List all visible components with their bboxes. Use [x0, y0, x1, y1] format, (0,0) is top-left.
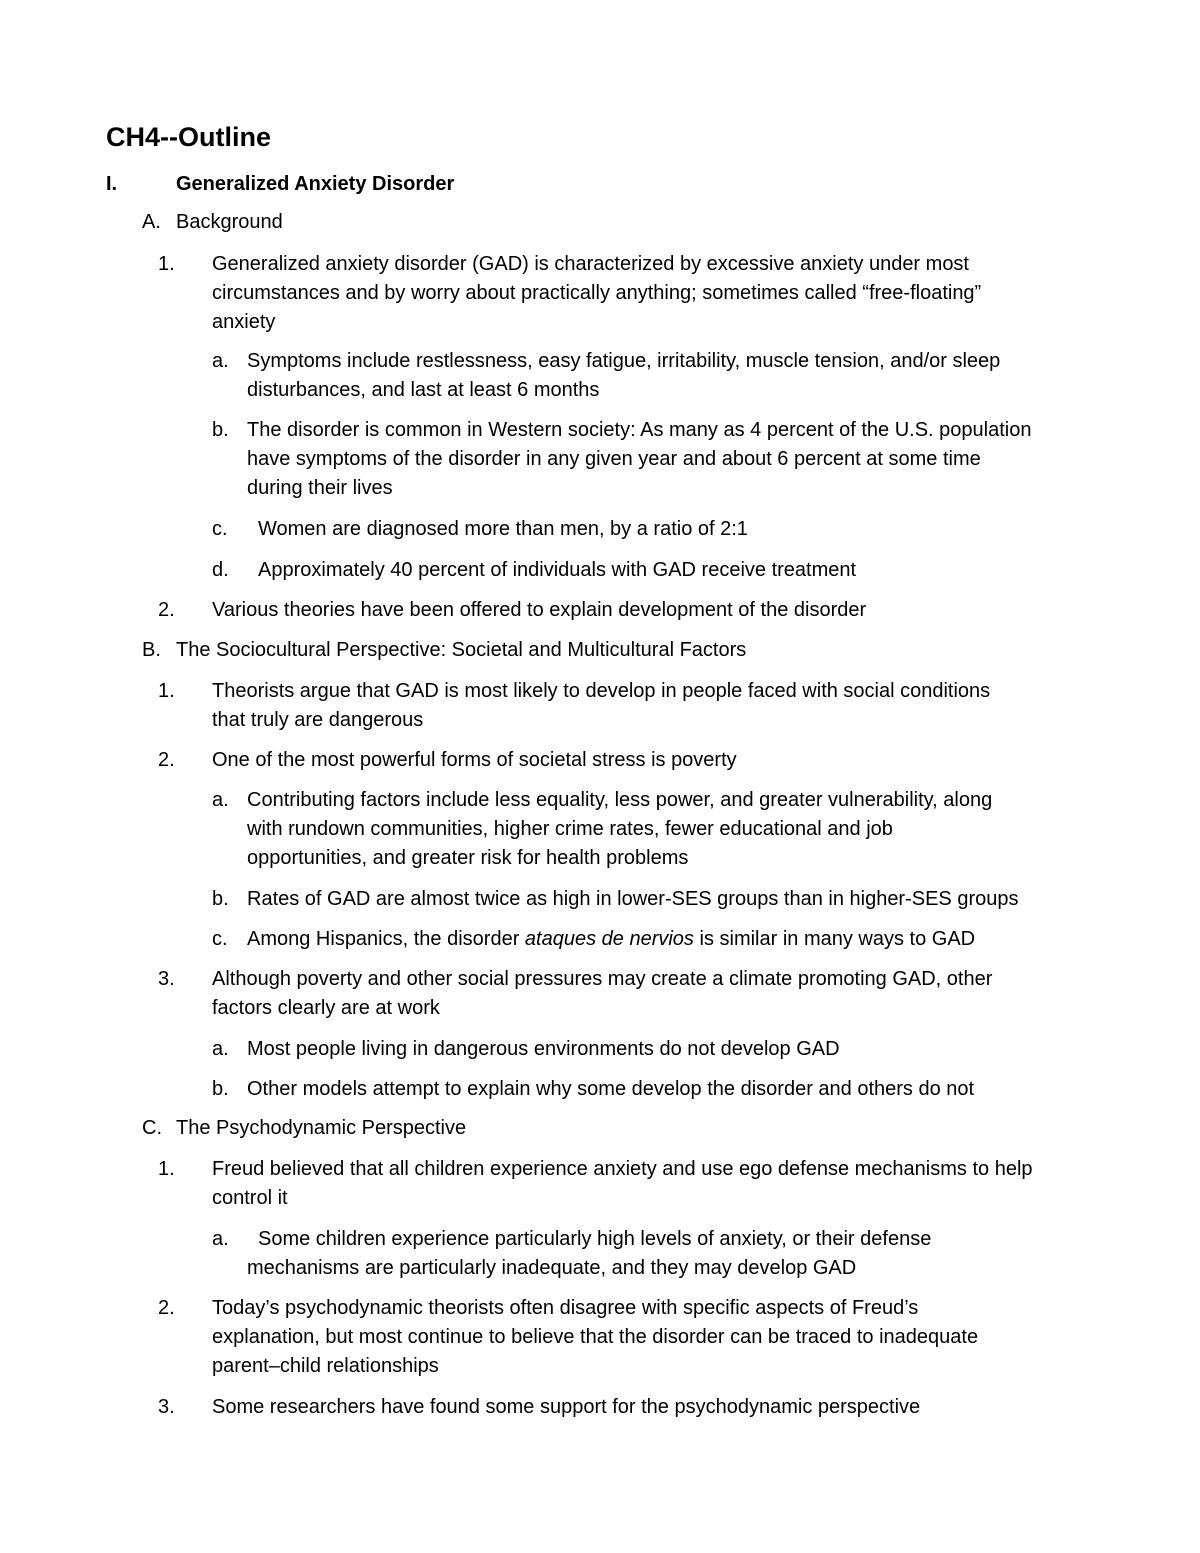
item-line: Women are diagnosed more than men, by a ratio of 2:1 — [258, 518, 748, 540]
outline-label: C. — [142, 1117, 162, 1139]
item-line: Symptoms include restlessness, easy fatigue, irritability, muscle tension, and/or sleep — [247, 350, 1001, 372]
outline-label: c. — [212, 518, 228, 540]
item-line: Freud believed that all children experience anxiety and use ego defense mechanisms to help — [212, 1158, 1033, 1180]
outline-label: a. — [212, 1228, 229, 1250]
outline-label: a. — [212, 789, 229, 811]
outline-label: d. — [212, 559, 229, 581]
item-line: during their lives — [247, 477, 393, 499]
italic-term: ataques de nervios — [524, 928, 694, 950]
item-line: explanation, but most continue to believe that the disorder can be traced to inadequate — [212, 1326, 979, 1348]
item-line: factors clearly are at work — [212, 997, 440, 1019]
item-line: mechanisms are particularly inadequate, and they may develop GAD — [247, 1257, 857, 1279]
outline-label: 2. — [158, 1297, 175, 1319]
outline-label: 3. — [158, 1396, 175, 1418]
item-line: The disorder is common in Western society: As many as 4 percent of the U.S. population — [247, 419, 1032, 441]
item-line: Today’s psychodynamic theorists often disagree with specific aspects of Freud’s — [212, 1297, 919, 1319]
item-line: with rundown communities, higher crime rates, fewer educational and job — [247, 818, 893, 840]
item-line: anxiety — [212, 311, 276, 333]
item-text: Among Hispanics, the disorder — [247, 928, 525, 950]
outline-label: b. — [212, 1078, 229, 1100]
subsection-title: The Psychodynamic Perspective — [176, 1117, 467, 1139]
outline-label: 2. — [158, 749, 175, 771]
item-line: circumstances and by worry about practically anything; sometimes called “free-floating” — [212, 282, 982, 304]
outline-label: B. — [142, 639, 161, 661]
outline-label: A. — [142, 211, 161, 233]
outline-label: b. — [212, 419, 229, 441]
outline-label: 1. — [158, 253, 175, 275]
item-line: Various theories have been offered to explain development of the disorder — [212, 599, 867, 621]
item-line: Contributing factors include less equality, less power, and greater vulnerability, along — [247, 789, 993, 811]
outline-label: b. — [212, 888, 229, 910]
item-line: Theorists argue that GAD is most likely to develop in people faced with social conditions — [212, 680, 991, 702]
item-line: Some children experience particularly high levels of anxiety, or their defense — [258, 1228, 932, 1250]
item-line: opportunities, and greater risk for health problems — [247, 847, 689, 869]
item-text: is similar in many ways to GAD — [693, 928, 976, 950]
outline-label: 2. — [158, 599, 175, 621]
item-line: Most people living in dangerous environments do not develop GAD — [247, 1038, 840, 1060]
item-line: Other models attempt to explain why some develop the disorder and others do not — [247, 1078, 975, 1100]
outline-label: 3. — [158, 968, 175, 990]
item-line: parent–child relationships — [212, 1355, 439, 1377]
outline-label: 1. — [158, 1158, 175, 1180]
item-line — [247, 925, 975, 954]
item-line: Although poverty and other social pressures may create a climate promoting GAD, other — [212, 968, 993, 990]
item-line: that truly are dangerous — [212, 709, 424, 731]
item-line: control it — [212, 1187, 288, 1209]
subsection-title: The Sociocultural Perspective: Societal and Multicultural Factors — [176, 639, 747, 661]
page-title: CH4--Outline — [106, 122, 271, 152]
item-line: Approximately 40 percent of individuals with GAD receive treatment — [258, 559, 857, 581]
item-line: Generalized anxiety disorder (GAD) is characterized by excessive anxiety under most — [212, 253, 969, 275]
item-line: have symptoms of the disorder in any given year and about 6 percent at some time — [247, 448, 981, 470]
outline-label: a. — [212, 1038, 229, 1060]
outline-label: I. — [106, 173, 118, 195]
outline-label: a. — [212, 350, 229, 372]
section-title: Generalized Anxiety Disorder — [176, 173, 455, 195]
outline-label: 1. — [158, 680, 175, 702]
item-line: disturbances, and last at least 6 months — [247, 379, 600, 401]
item-line: Some researchers have found some support for the psychodynamic perspective — [212, 1396, 921, 1418]
subsection-title: Background — [176, 211, 283, 233]
item-line: One of the most powerful forms of societal stress is poverty — [212, 749, 737, 771]
item-line: Rates of GAD are almost twice as high in lower-SES groups than in higher-SES groups — [247, 888, 1019, 910]
outline-label: c. — [212, 928, 228, 950]
